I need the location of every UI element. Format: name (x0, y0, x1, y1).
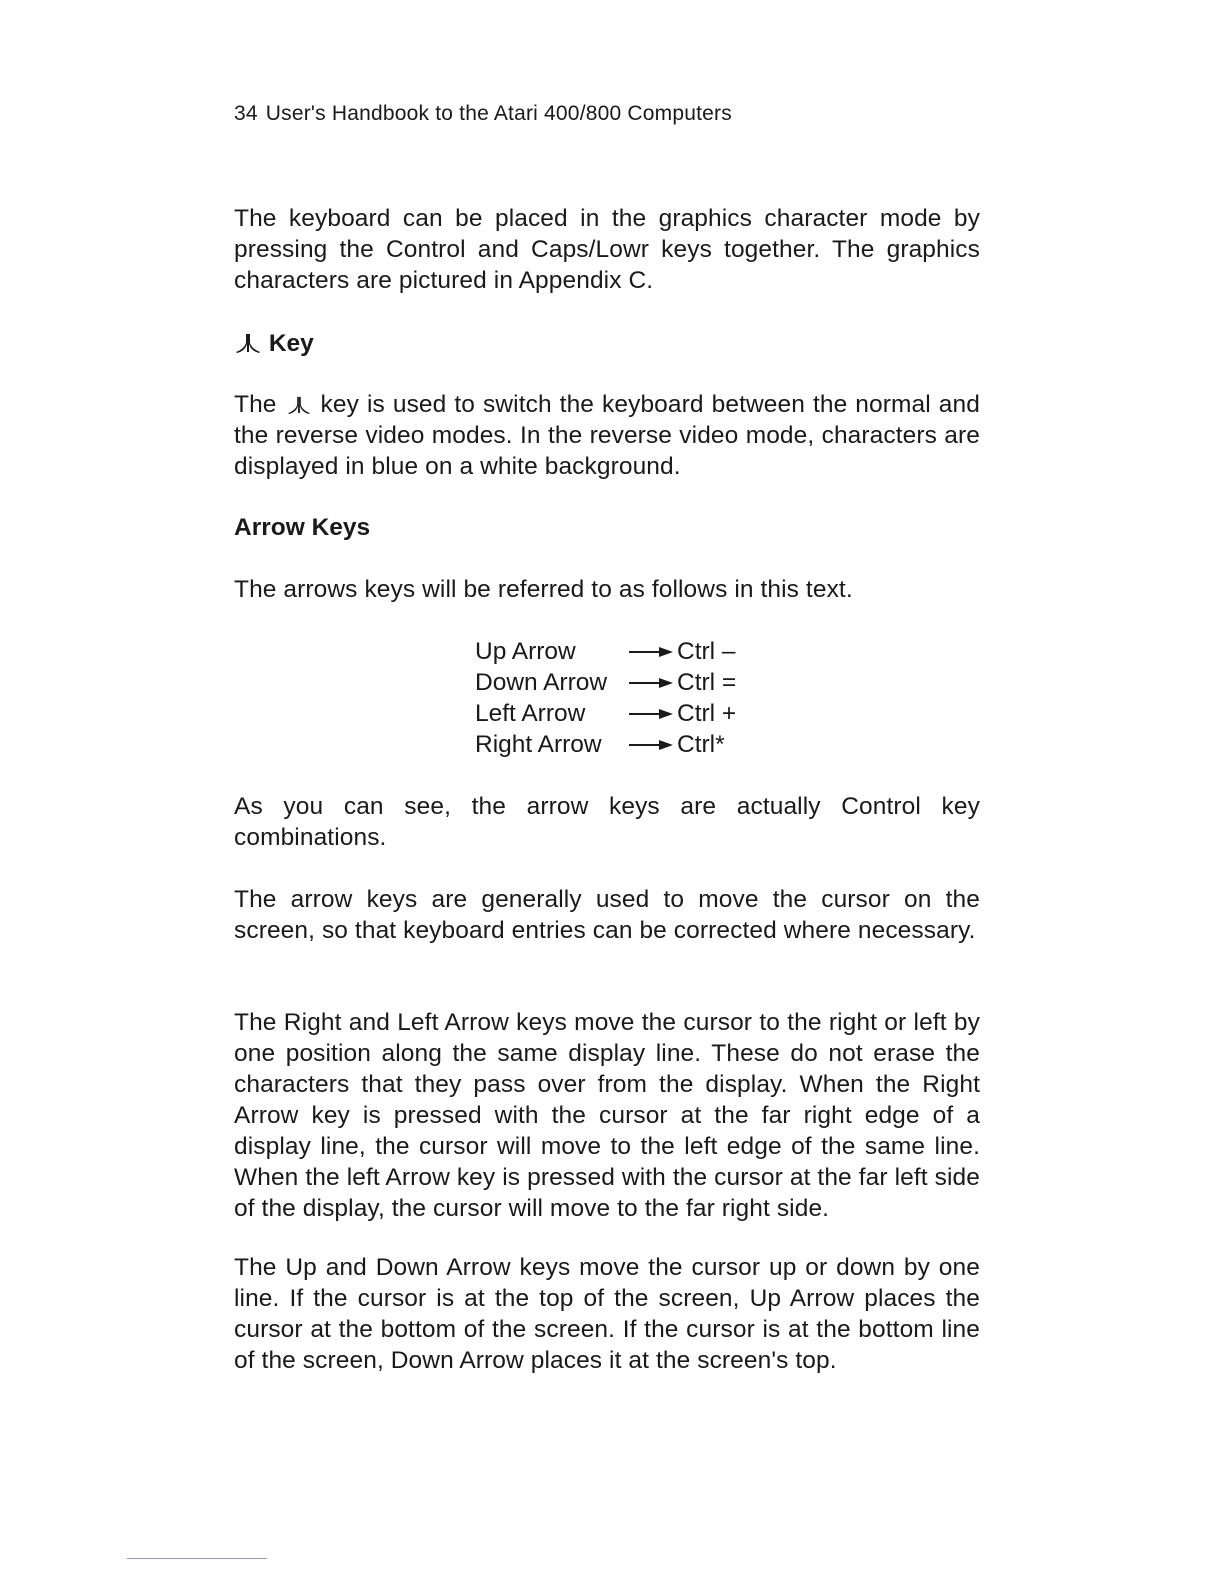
arrow-row (475, 729, 736, 760)
arrow-key-combo: Ctrl = (677, 669, 737, 696)
heading-atari-key (234, 328, 314, 359)
atari-logo-icon (285, 396, 313, 414)
heading-arrow-keys: Arrow Keys (234, 514, 371, 541)
arrow-key-combo: Ctrl + (677, 700, 737, 727)
arrow-row (475, 698, 736, 729)
arrow-row (475, 636, 736, 667)
paragraph-atari-key-start: The (234, 391, 277, 418)
paragraph-atari-key (234, 389, 980, 482)
arrow-key-table (475, 636, 736, 760)
heading-atari-key-label: Key (268, 330, 314, 357)
atari-logo-icon (234, 333, 262, 353)
arrow-key-combo: Ctrl – (677, 638, 736, 665)
paragraph-atari-key-rest: key is used to switch the keyboard between the normal and the reverse video modes. In the reverse video mode, characters are displayed in blue on a white background. (234, 391, 980, 480)
right-arrow-icon (627, 645, 677, 659)
paragraph-graphics-mode: The keyboard can be placed in the graphics character mode by pressing the Control and Caps/Lowr keys together. The graphics characters are pictured in Appendix C. (234, 205, 980, 294)
arrow-key-name: Up Arrow (475, 638, 576, 665)
paragraph-left-right-arrows: The Right and Left Arrow keys move the cursor to the right or left by one position along the same display line. These do not erase the characters that they pass over from the display. When the Right Arrow key is pressed with the cursor at the far right edge of a display line, the cursor will move to the left edge of the same line. When the left Arrow key is pressed with the cursor at the far left side of the display, the cursor will move to the far right side. (234, 1009, 980, 1222)
right-arrow-icon (627, 676, 677, 690)
paragraph-arrow-intro: The arrows keys will be referred to as follows in this text. (234, 576, 853, 603)
arrow-key-name: Down Arrow (475, 669, 608, 696)
paragraph-control-combinations: As you can see, the arrow keys are actually Control key combinations. (234, 793, 980, 851)
running-header (234, 102, 732, 126)
paragraph-up-down-arrows: The Up and Down Arrow keys move the cursor up or down by one line. If the cursor is at the top of the screen, Up Arrow places the cursor at the bottom of the screen. If the cursor is at the bottom line of the screen, Down Arrow places it at the screen's top. (234, 1254, 980, 1374)
arrow-row (475, 667, 736, 698)
right-arrow-icon (627, 738, 677, 752)
running-title: User's Handbook to the Atari 400/800 Computers (265, 102, 732, 125)
page-number: 34 (234, 102, 258, 125)
arrow-key-name: Left Arrow (475, 700, 586, 727)
arrow-key-combo: Ctrl* (677, 731, 725, 758)
arrow-key-name: Right Arrow (475, 731, 602, 758)
footer-rule (127, 1558, 267, 1559)
paragraph-cursor-usage: The arrow keys are generally used to move the cursor on the screen, so that keyboard entries can be corrected where necessary. (234, 886, 980, 944)
right-arrow-icon (627, 707, 677, 721)
